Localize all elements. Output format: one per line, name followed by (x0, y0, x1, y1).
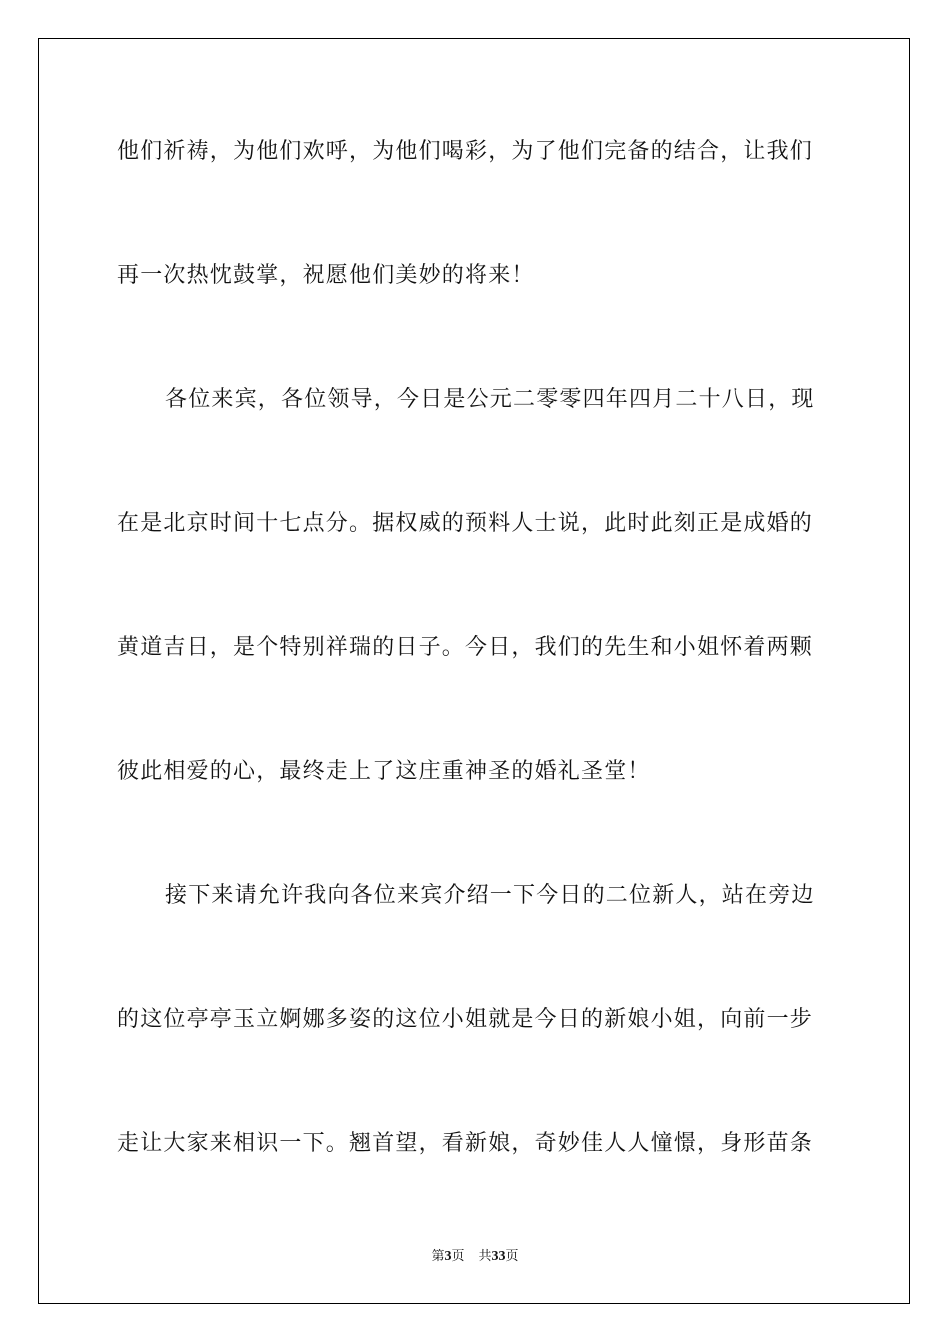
total-suffix: 页 (505, 1249, 519, 1264)
body-text-line-8: 的这位亭亭玉立婀娜多姿的这位小姐就是今日的新娘小姐，向前一步 (117, 1007, 814, 1032)
body-text-line-5: 黄道吉日，是个特别祥瑞的日子。今日，我们的先生和小姐怀着两颗 (117, 635, 814, 660)
page-border (38, 38, 910, 1304)
body-text-line-2: 再一次热忱鼓掌，祝愿他们美妙的将来！ (117, 263, 535, 288)
body-text-line-4: 在是北京时间十七点分。据权威的预料人士说，此时此刻正是成婚的 (117, 511, 814, 536)
body-text-line-1: 他们祈祷，为他们欢呼，为他们喝彩，为了他们完备的结合，让我们 (117, 139, 814, 164)
page-total: 33 (491, 1249, 506, 1264)
body-text-line-9: 走让大家来相识一下。翘首望，看新娘，奇妙佳人人憧憬，身形苗条 (117, 1131, 814, 1156)
page-prefix: 第 (431, 1249, 445, 1264)
body-text-line-3: 各位来宾，各位领导，今日是公元二零零四年四月二十八日，现 (165, 387, 815, 412)
page-number: 3 (444, 1249, 452, 1264)
body-text-line-6: 彼此相爱的心，最终走上了这庄重神圣的婚礼圣堂！ (117, 759, 651, 784)
page-suffix: 页 (451, 1249, 465, 1264)
total-prefix: 共 (478, 1249, 492, 1264)
body-text-line-7: 接下来请允许我向各位来宾介绍一下今日的二位新人，站在旁边 (165, 883, 815, 908)
page-footer (0, 1248, 950, 1266)
